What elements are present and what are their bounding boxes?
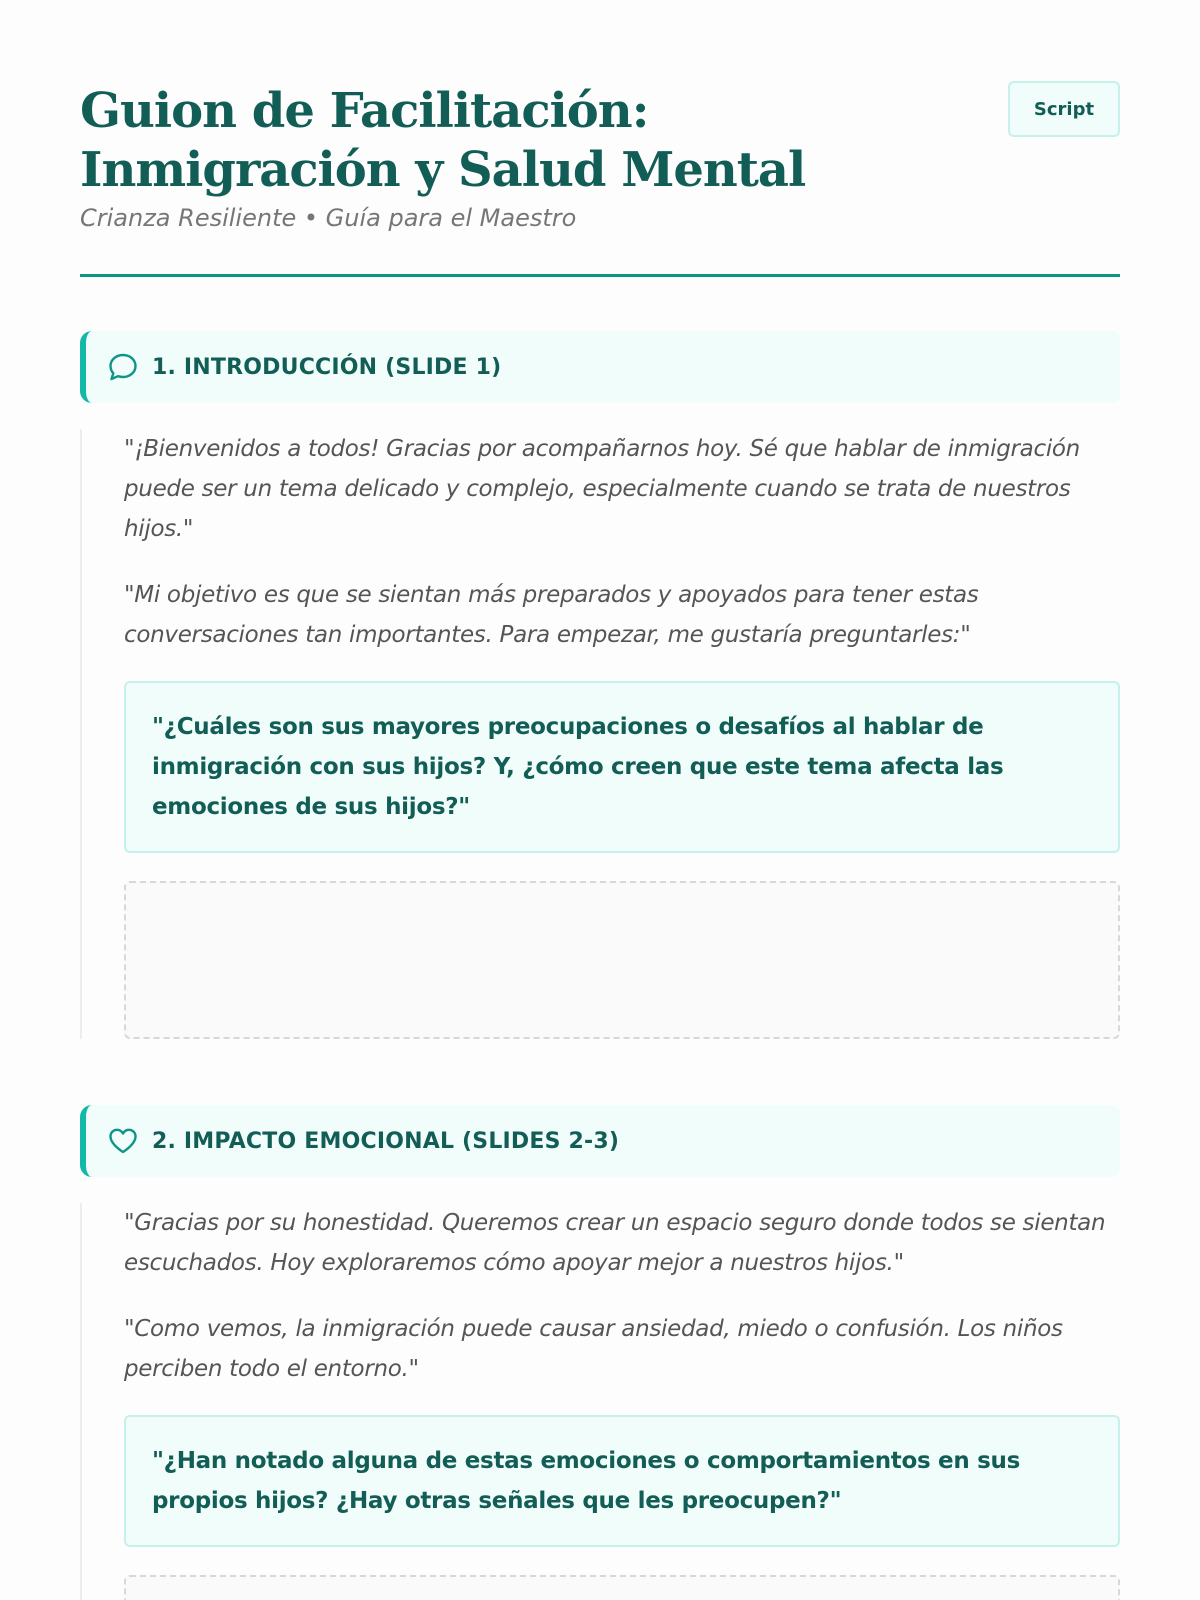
section-body <box>80 429 1120 1039</box>
section-title: 2. IMPACTO EMOCIONAL (SLIDES 2-3) <box>152 1128 620 1154</box>
section-title: 1. INTRODUCCIÓN (SLIDE 1) <box>152 354 502 380</box>
page-header <box>80 0 1120 277</box>
script-paragraph: "Como vemos, la inmigración puede causar ansiedad, miedo o confusión. Los niños perciben todo el entorno." <box>124 1316 1063 1382</box>
notes-area[interactable] <box>124 881 1120 1039</box>
speech-bubble-icon <box>106 350 140 384</box>
notes-area[interactable] <box>124 1575 1120 1600</box>
script-paragraph: "¡Bienvenidos a todos! Gracias por acompañarnos hoy. Sé que hablar de inmigración puede ser un tema delicado y complejo, especialmente cuando se trata de nuestros hijos." <box>124 436 1080 542</box>
section-header <box>80 331 1120 403</box>
discussion-question: "¿Han notado alguna de estas emociones o comportamientos en sus propios hijos? ¿Hay otras señales que les preocupen?" <box>124 1415 1120 1547</box>
heart-icon <box>106 1124 140 1158</box>
section-header <box>80 1105 1120 1177</box>
script-badge: Script <box>1008 81 1120 137</box>
script-paragraph: "Mi objetivo es que se sientan más preparados y apoyados para tener estas conversaciones tan importantes. Para empezar, me gustaría preguntarles:" <box>124 582 979 648</box>
discussion-question: "¿Cuáles son sus mayores preocupaciones o desafíos al hablar de inmigración con sus hijos? Y, ¿cómo creen que este tema afecta las emociones de sus hijos?" <box>124 681 1120 853</box>
section-emotional-impact <box>80 1105 1120 1600</box>
section-introduction <box>80 331 1120 1039</box>
page-title: Guion de Facilitación: Inmigración y Salud Mental <box>80 83 806 198</box>
section-body <box>80 1203 1120 1600</box>
script-paragraph: "Gracias por su honestidad. Queremos crear un espacio seguro donde todos se sientan escuchados. Hoy exploraremos cómo apoyar mejor a nuestros hijos." <box>124 1210 1106 1276</box>
page-subtitle: Crianza Resiliente • Guía para el Maestro <box>80 204 577 232</box>
